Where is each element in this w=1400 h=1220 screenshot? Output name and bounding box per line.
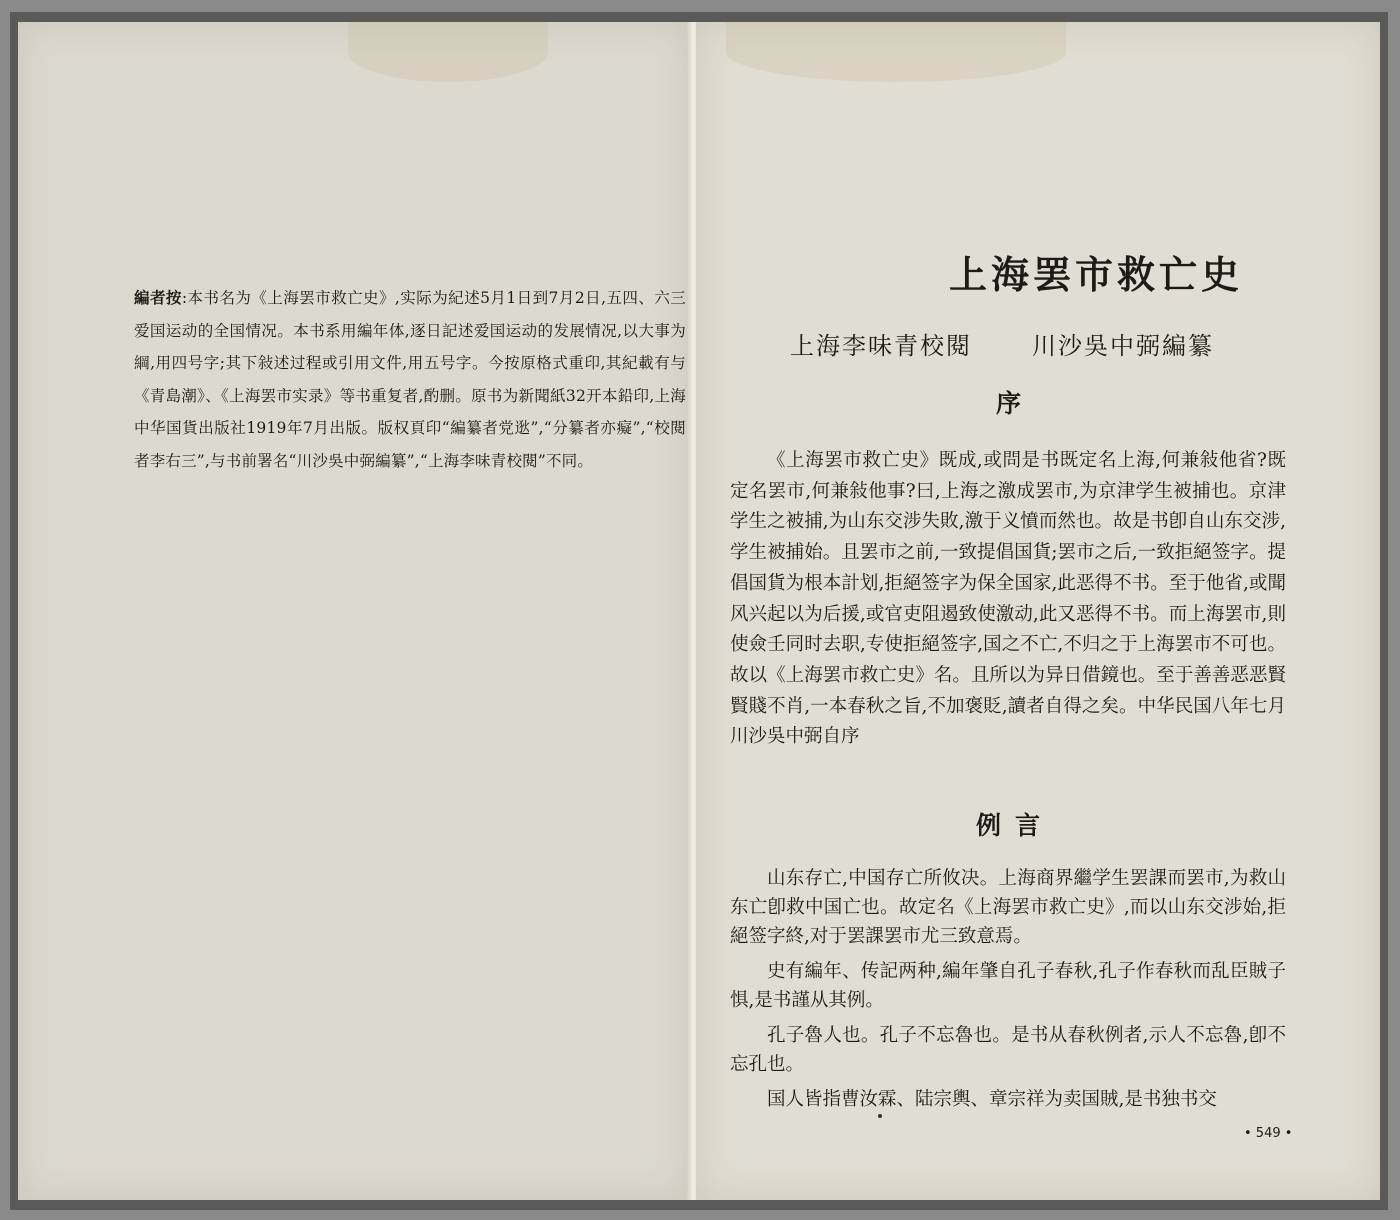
byline <box>790 326 1350 361</box>
print-dot <box>878 1114 882 1118</box>
right-page <box>696 22 1380 1200</box>
book-title: 上海罢市救亡史 <box>948 253 1243 297</box>
preface-text: 《上海罢市救亡史》既成,或問是书既定名上海,何兼敍他省?既定名罢市,何兼敍他事?曰,上海之激成罢市,为京津学生被捕也。京津学生之被捕,为山东交涉失敗,激于义憤而然也。故是书卽自山东交涉,学生被捕始。且罢市之前,一致提倡国貨;罢市之后,一致拒絕签字。提倡国貨为根本計划,拒絕签字为保全国家,此恶得不书。至于他省,或聞风兴起以为后援,或官吏阻遏致使激动,此又恶得不书。而上海罢市,則使僉壬同时去职,专使拒絕签字,国之不亡,不归之于上海罢市不可也。故以《上海罢市救亡史》名。且所以为异日借鏡也。至于善善恶恶賢賢賤不肖,一本春秋之旨,不加褒貶,讀者自得之矣。中华民国八年七月川沙吳中弼自序 <box>730 450 1286 748</box>
rules-paragraph: 山东存亡,中国存亡所攸决。上海商界繼学生罢課而罢市,为救山东亡卽救中国亡也。故定名《上海罢市救亡史》,而以山东交涉始,拒絕签字終,对于罢課罢市尤三致意焉。 <box>730 868 1286 947</box>
rules-paragraph: 孔子魯人也。孔子不忘魯也。是书从春秋例者,示人不忘魯,卽不忘孔也。 <box>730 1025 1286 1075</box>
page-number: • 549 • <box>1244 1126 1293 1141</box>
paper-stain <box>348 22 548 82</box>
book-spread <box>10 12 1388 1210</box>
editor-note <box>134 282 686 478</box>
byline-proofreader: 上海李味青校閱 <box>790 332 972 360</box>
byline-compiler: 川沙吳中弼編纂 <box>1032 332 1214 360</box>
left-page <box>18 22 690 1200</box>
rules-paragraph: 史有編年、传記两种,編年肇自孔子春秋,孔子作春秋而乱臣賊子惧,是书謹从其例。 <box>730 961 1286 1011</box>
rules-paragraph: 国人皆指曹汝霖、陆宗輿、章宗祥为卖国賊,是书独书交 <box>767 1089 1217 1110</box>
rules-list <box>730 864 1286 1120</box>
paper-stain <box>726 22 1066 82</box>
editor-note-text: :本书名为《上海罢市救亡史》,实际为紀述5月1日到7月2日,五四、六三爱国运动的全国情况。本书系用編年体,逐日記述爱国运动的发展情况,以大事为綱,用四号字;其下敍述过程或引用文件,用五号字。今按原格式重印,其紀載有与《青島潮》、《上海罢市实录》等书重复者,酌删。原书为新聞紙32开本鉛印,上海中华国貨出版社1919年7月出版。版权頁印“編纂者党逖”,“分纂者亦癡”,“校閱者李右三”,与书前署名“川沙吳中弼編纂”,“上海李味青校閱”不同。 <box>134 289 686 470</box>
preface-heading: 序 <box>996 389 1036 418</box>
editor-note-label: 編者按 <box>134 288 182 307</box>
rules-heading: 例言 <box>976 811 1055 840</box>
